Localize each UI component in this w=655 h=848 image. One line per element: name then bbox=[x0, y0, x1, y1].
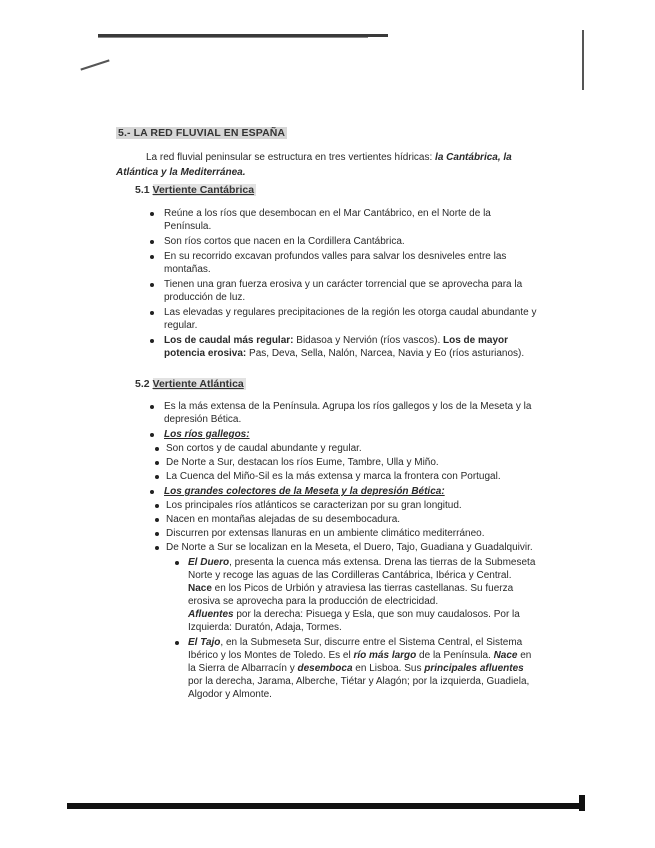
bold-label: Los de mayor potencia erosiva: bbox=[164, 335, 509, 359]
section-number: 5.1 bbox=[135, 184, 150, 196]
intro-paragraph bbox=[116, 150, 536, 180]
river-name: El Duero bbox=[188, 557, 230, 568]
bold-label: Nace bbox=[493, 650, 518, 661]
text: por la derecha, Jarama, Alberche, Tiétar y Alagón; por la izquierda, Guadiela, Algodor y Almonte. bbox=[188, 676, 530, 700]
list-item: Las elevadas y regulares precipitaciones de la región les otorga caudal abundante y regular. bbox=[147, 306, 539, 332]
list-item: Es la más extensa de la Península. Agrupa los ríos gallegos y los de la Meseta y la depresión Bética. bbox=[147, 400, 539, 426]
list-item bbox=[147, 334, 539, 360]
bold-label: Afluentes bbox=[188, 609, 234, 620]
text: , en la Submeseta Sur, discurre entre el Sistema Central, el Sistema Ibérico y los Montes de Toledo. Es el bbox=[188, 637, 523, 661]
section-heading-cantabrica bbox=[135, 184, 256, 196]
list-item: Los principales ríos atlánticos se caracterizan por su gran longitud. bbox=[152, 499, 539, 512]
list-item: Son cortos y de caudal abundante y regular. bbox=[152, 442, 539, 455]
river-name: El Tajo bbox=[188, 637, 221, 648]
list-item-duero bbox=[172, 556, 539, 634]
pen-mark bbox=[80, 59, 109, 70]
text: en Lisboa. Sus bbox=[352, 663, 425, 674]
section-heading-atlantica bbox=[135, 378, 246, 390]
text: , presenta la cuenca más extensa. Drena las tierras de la Submeseta Norte y recoge las aguas de las Cordilleras Cantábrica, Ibérica y Central. bbox=[188, 557, 536, 581]
bold-label: río más largo bbox=[353, 650, 417, 661]
scan-corner-bottom-right bbox=[579, 795, 585, 811]
text: en la Sierra de Albarracín y bbox=[188, 650, 532, 674]
bold-label: Nace bbox=[188, 583, 212, 594]
gallegos-list bbox=[152, 442, 539, 483]
page-title: 5.- LA RED FLUVIAL EN ESPAÑA bbox=[118, 127, 286, 139]
duero-afluentes bbox=[188, 608, 539, 634]
bold-label: principales afluentes bbox=[424, 663, 524, 674]
scan-edge-right bbox=[582, 30, 584, 90]
list-item bbox=[147, 428, 539, 483]
text: De Norte a Sur se localizan en la Meseta, el Duero, Tajo, Guadiana y Guadalquivir. bbox=[166, 542, 533, 553]
list-item: En su recorrido excavan profundos valles para salvar los desniveles entre las montañas. bbox=[147, 250, 539, 276]
atlantica-list bbox=[147, 400, 539, 703]
list-item bbox=[147, 485, 539, 701]
list-item: Discurren por extensas llanuras en un ambiente climático mediterráneo. bbox=[152, 527, 539, 540]
list-item: De Norte a Sur, destacan los ríos Eume, Tambre, Ulla y Miño. bbox=[152, 456, 539, 469]
intro-bold: la Cantábrica, la Atlántica y la Mediterránea. bbox=[116, 152, 512, 178]
section-title: Vertiente Cantábrica bbox=[152, 184, 255, 196]
section-title: Vertiente Atlántica bbox=[152, 378, 244, 390]
section-number: 5.2 bbox=[135, 378, 150, 390]
cantabrica-list bbox=[147, 207, 539, 362]
bold-label: desemboca bbox=[297, 663, 353, 674]
list-item: Son ríos cortos que nacen en la Cordillera Cantábrica. bbox=[147, 235, 539, 248]
bold-label: Los de caudal más regular: bbox=[164, 335, 294, 346]
text: de la Península. bbox=[416, 650, 494, 661]
rivers-list bbox=[172, 556, 539, 701]
list-item: Reúne a los ríos que desembocan en el Mar Cantábrico, en el Norte de la Península. bbox=[147, 207, 539, 233]
text: por la derecha: Pisuega y Esla, que son muy caudalosos. Por la Izquierda: Duratón, Adaja, Tormes. bbox=[188, 609, 520, 633]
subheading-colectores: Los grandes colectores de la Meseta y la depresión Bética: bbox=[164, 486, 445, 497]
list-item: La Cuenca del Miño-Sil es la más extensa y marca la frontera con Portugal. bbox=[152, 470, 539, 483]
list-item: Nacen en montañas alejadas de su desembocadura. bbox=[152, 513, 539, 526]
subheading-gallegos: Los ríos gallegos: bbox=[164, 429, 250, 440]
intro-text: La red fluvial peninsular se estructura en tres vertientes hídricas: bbox=[146, 152, 436, 163]
list-item bbox=[152, 541, 539, 701]
duero-intro bbox=[188, 556, 539, 582]
text: Pas, Deva, Sella, Nalón, Narcea, Navia y Eo (ríos asturianos). bbox=[246, 348, 525, 359]
colectores-list bbox=[152, 499, 539, 701]
duero-nace bbox=[188, 582, 539, 608]
text: Bidasoa y Nervión (ríos vascos). bbox=[293, 335, 443, 346]
text: en los Picos de Urbión y atraviesa las tierras castellanas. Su fuerza erosiva se aprovecha para la producción de electricidad. bbox=[188, 583, 514, 607]
scan-edge-bottom bbox=[67, 803, 584, 809]
list-item: Tienen una gran fuerza erosiva y un carácter torrencial que se aprovecha para la producción de luz. bbox=[147, 278, 539, 304]
scan-edge-top-shadow bbox=[98, 37, 368, 38]
list-item-tajo bbox=[172, 636, 539, 701]
